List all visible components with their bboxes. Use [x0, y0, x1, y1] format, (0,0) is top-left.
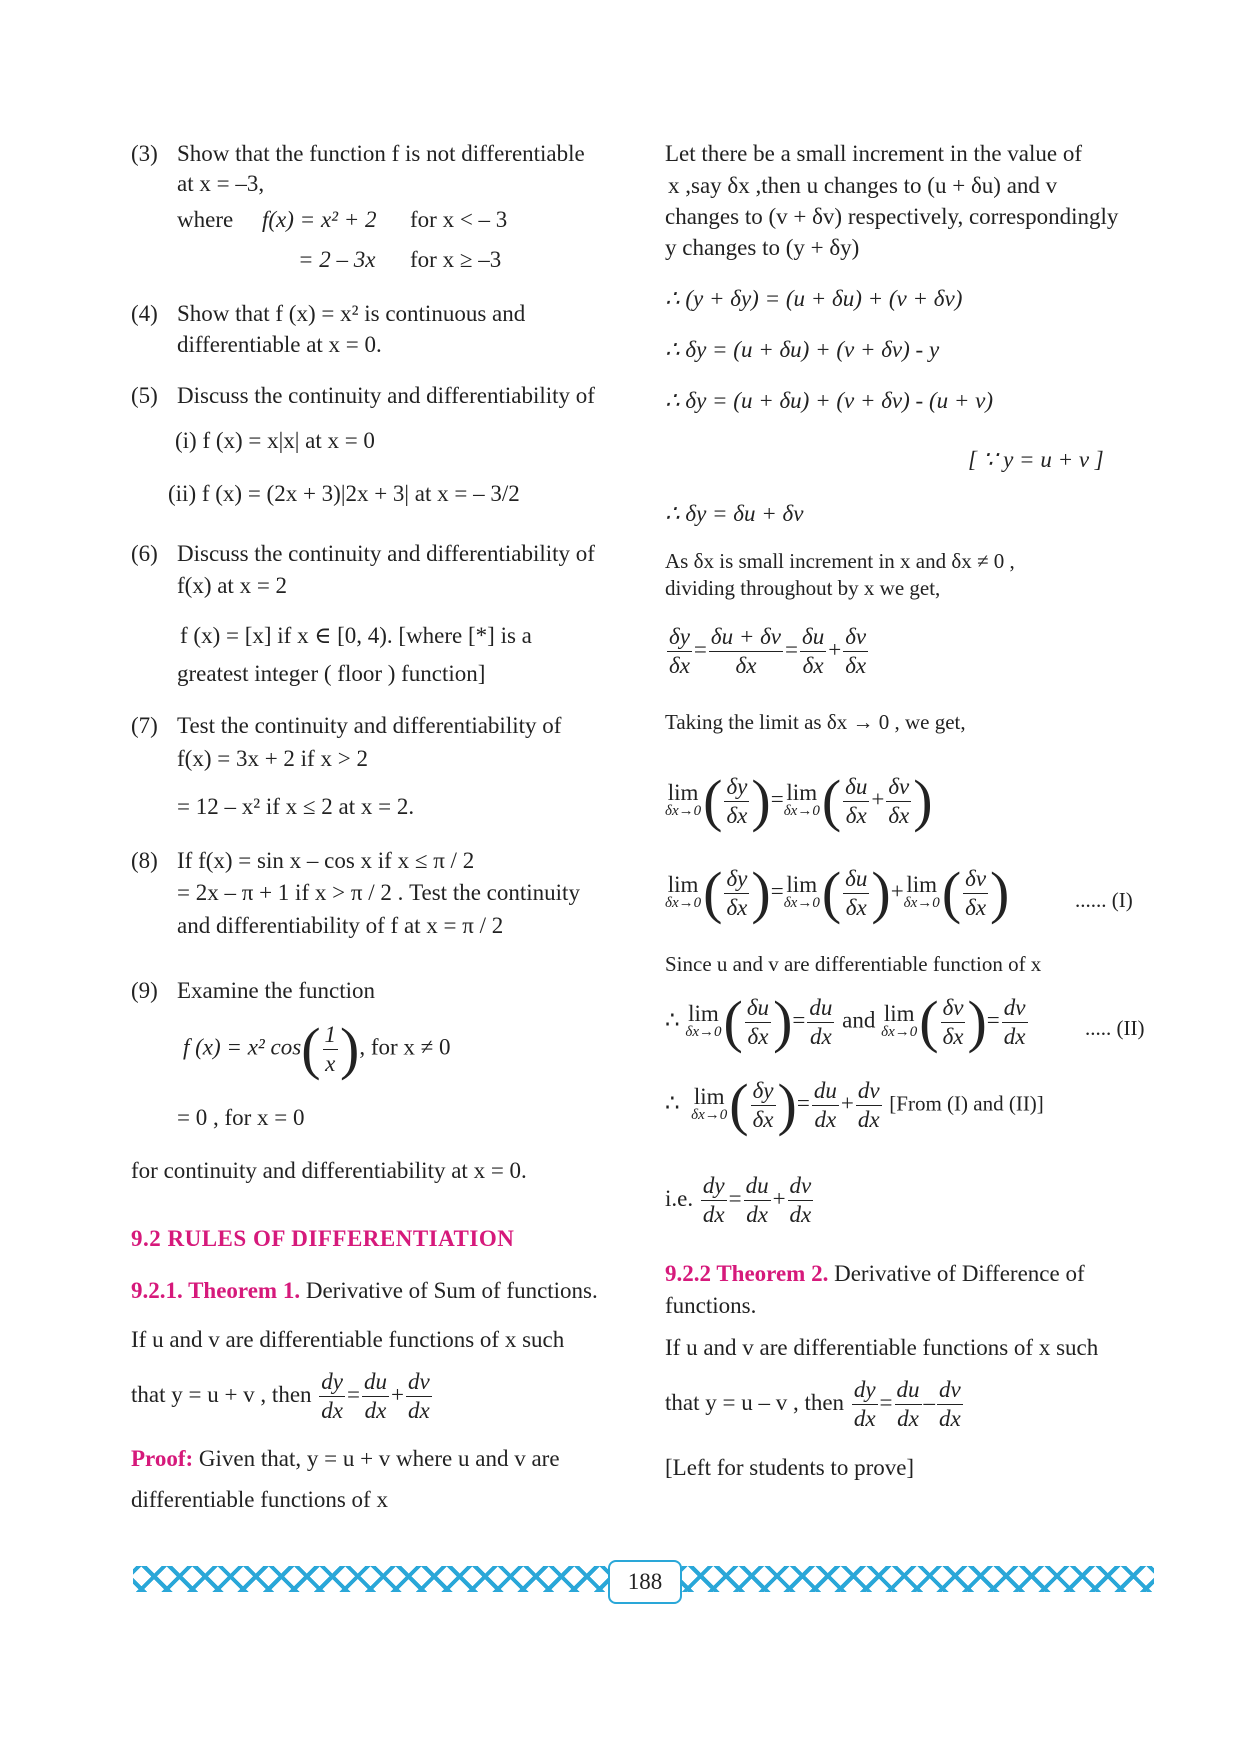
paren-close: ) [990, 860, 1010, 925]
paren-close: ) [871, 860, 891, 925]
proof-line2: differentiable functions of x [131, 1487, 388, 1512]
theorem1-if: If u and v are differentiable functions of x such [131, 1327, 565, 1352]
frac-d: dx [407, 1398, 430, 1423]
frac-d: δx [735, 653, 757, 678]
frac-n: δu [843, 773, 869, 802]
frac-d: δx [965, 894, 987, 920]
frac-n: δv [843, 623, 868, 652]
frac [843, 623, 868, 680]
theorem1-text: Derivative of Sum of functions. [300, 1278, 598, 1303]
eq-tag-1: ...... (I) [1075, 888, 1133, 912]
q7-line2: f(x) = 3x + 2 if x > 2 [177, 746, 368, 771]
frac-n: du [895, 1376, 922, 1405]
lim-text: lim [786, 872, 818, 897]
r-lim-eq2: lim δx→0 ( $\frac{\delta y}{\delta x}$ )= lim δx→0 ( $\frac{\delta u}{\delta x}$ )+ lim δx→0 ( $\frac{\delta v}{\delta x}$ ) [665, 860, 1010, 925]
q8-line3: and differentiability of f at x = π / 2 [177, 913, 504, 938]
q9-line1: Examine the function [177, 978, 375, 1003]
frac-n: du [812, 1077, 839, 1106]
frac [852, 1376, 878, 1433]
paren-close: ) [777, 1072, 797, 1137]
frac-d: δx [726, 802, 748, 828]
lim-text: lim [688, 1001, 719, 1026]
frac [788, 1172, 814, 1229]
q3-line2: at x = –3, [177, 171, 265, 196]
q3-where: where [177, 207, 234, 232]
left-for-students: [Left for students to prove] [665, 1455, 915, 1480]
paren-close: ) [967, 989, 987, 1054]
r-frac-eq: $\frac{\delta y}{\delta x}$ = $\frac{\delta u + \delta v}{\delta x}$ = $\frac{\delta u}{\delta x}$ + $\frac{\delta v}{\delta x}$ [669, 624, 867, 678]
q3-f1: f(x) = x² + 2 [262, 207, 377, 232]
frac-n: dv [406, 1368, 432, 1397]
frac-n: δv [886, 773, 911, 802]
lim [881, 1001, 918, 1040]
q5-number: (5) [131, 383, 158, 408]
paren-close: ) [773, 989, 793, 1054]
paren-open: ( [941, 860, 962, 925]
r-e4: ∴ δy = δu + δv [665, 501, 804, 526]
frac-numerator: 1 [323, 1021, 339, 1050]
frac-n: du [807, 994, 834, 1023]
lim-text: lim [667, 780, 699, 805]
frac [856, 1077, 882, 1134]
frac [745, 994, 771, 1051]
q9-f-lhs: f (x) = x² cos [183, 1034, 302, 1060]
therefore-sym: ∴ [665, 1007, 686, 1033]
proof [131, 1443, 560, 1475]
r-p1: Let there be a small increment in the value of [665, 141, 1083, 166]
frac-d: dx [939, 1406, 961, 1431]
frac-d: dx [897, 1406, 919, 1431]
eq-tag-2: ..... (II) [1085, 1016, 1145, 1040]
lim-text: lim [786, 780, 818, 805]
frac-n: δv [941, 994, 966, 1023]
theorem2-if: If u and v are differentiable functions of x such [665, 1335, 1099, 1360]
q7-line1: Test the continuity and differentiability of [177, 713, 562, 738]
frac-n: dv [937, 1376, 963, 1405]
lim-text: lim [906, 872, 938, 897]
r-e2: ∴ δy = (u + δu) + (v + δv) - y [665, 337, 940, 362]
frac-n: du [362, 1368, 389, 1397]
frac-d: δx [845, 802, 867, 828]
frac [724, 773, 749, 830]
r-p2: x ,say δx ,then u changes to (u + δu) and v [668, 173, 1058, 198]
lim [783, 780, 820, 819]
paren-open: ( [301, 1016, 321, 1081]
frac-denominator: x [325, 1050, 336, 1076]
q4-line1: Show that f (x) = x² is continuous and [177, 301, 526, 326]
frac-n: δy [724, 865, 749, 894]
r-p7: Taking the limit as δx → 0 , we get, [665, 710, 966, 734]
frac [724, 865, 749, 922]
paren-close: ) [751, 860, 771, 925]
lim-sub: δx→0 [685, 1024, 722, 1040]
q9-f-rhs: , for x ≠ 0 [359, 1034, 451, 1060]
r-ie-eq: i.e. $\frac{dy}{dx}$ = $\frac{du}{dx}$ + $\frac{dv}{dx}$ [665, 1173, 812, 1227]
frac-n: δu [800, 623, 826, 652]
r-lim-eq1: lim δx→0 ( $\frac{\delta y}{\delta x}$ )= lim δx→0 ( $\frac{\delta u}{\delta x}$ + $\frac{\delta v}{\delta x}$ ) [665, 768, 933, 833]
q9-formula [183, 1016, 451, 1081]
frac-n: δy [667, 623, 692, 652]
q7-line3: = 12 – x² if x ≤ 2 at x = 2. [177, 794, 415, 819]
lim [903, 872, 940, 911]
q4-line2: differentiable at x = 0. [177, 332, 382, 357]
frac-n: δv [963, 865, 988, 894]
lim-sub: δx→0 [665, 803, 702, 819]
frac-d: dx [857, 1106, 880, 1132]
lim [665, 872, 702, 911]
frac-n: δu [745, 994, 771, 1023]
q6-line1: Discuss the continuity and differentiability of [177, 541, 595, 566]
lim-sub: δx→0 [783, 803, 820, 819]
page-number: 188 [608, 1560, 682, 1604]
frac [843, 865, 869, 922]
frac [751, 1077, 776, 1134]
r-lim-eq4: ∴ lim δx→0 ( $\frac{\delta y}{\delta x}$ )= $\frac{du}{dx}$ + $\frac{dv}{dx}$ [From (I) and (II)] [665, 1072, 1044, 1137]
lim-text: lim [693, 1084, 725, 1109]
frac-d: δx [726, 894, 748, 920]
lim [783, 872, 820, 911]
lim-text: lim [667, 872, 699, 897]
frac-d: dx [702, 1202, 725, 1227]
frac [800, 623, 826, 680]
theorem2 [665, 1258, 1085, 1290]
theorem2-text: Derivative of Difference of [828, 1261, 1085, 1286]
frac [895, 1376, 922, 1433]
frac-d: dx [364, 1398, 387, 1423]
frac-n: δu [843, 865, 869, 894]
footer-border-left [133, 1566, 608, 1592]
frac-n: dv [788, 1172, 814, 1201]
frac-d: δx [942, 1023, 964, 1049]
q3-f2: = 2 – 3x [298, 247, 376, 272]
frac-n: du [744, 1172, 771, 1201]
q8-line2: = 2x – π + 1 if x > π / 2 . Test the continuity [177, 880, 580, 905]
r-p8: Since u and v are differentiable function of x [665, 952, 1042, 976]
proof-label: Proof: [131, 1446, 194, 1471]
that-text: that y = u + v , then [131, 1381, 312, 1407]
lim-sub: δx→0 [783, 895, 820, 911]
frac [1002, 994, 1028, 1051]
that-text: that y = u – v , then [665, 1389, 845, 1415]
r-p6: dividing throughout by x we get, [665, 576, 941, 600]
frac-n: dv [856, 1077, 882, 1106]
frac-d: δx [845, 653, 867, 678]
frac-n: δy [724, 773, 749, 802]
q6-line3: f (x) = [x] if x ∈ [0, 4). [where [*] is a [180, 623, 532, 648]
lim-text: lim [883, 1001, 915, 1026]
ie-text: i.e. [665, 1185, 694, 1211]
frac-d: dx [853, 1406, 876, 1431]
paren-open: ( [723, 989, 743, 1054]
r-lim-eq3: ∴ lim δx→0 ( $\frac{\delta u}{\delta x}$ )= $\frac{du}{dx}$ and lim δx→0 ( $\frac{\delta v}{\delta x}$ )= $\frac{dv}{dx}$ [665, 989, 1026, 1054]
q8-number: (8) [131, 848, 158, 873]
frac [843, 773, 869, 830]
frac [941, 994, 966, 1051]
frac [709, 623, 783, 680]
frac-d: dx [746, 1202, 768, 1227]
frac-d: δx [669, 653, 690, 678]
frac-n: dy [852, 1376, 878, 1405]
lim [665, 780, 702, 819]
frac [667, 623, 692, 680]
q5-i: (i) f (x) = x|x| at x = 0 [175, 428, 375, 453]
frac-dy-dx [319, 1368, 345, 1425]
frac-d: δx [888, 802, 910, 828]
section-heading: 9.2 RULES OF DIFFERENTIATION [131, 1226, 515, 1251]
paren-open: ( [821, 768, 842, 833]
frac [701, 1172, 727, 1229]
q7-number: (7) [131, 713, 158, 738]
frac [963, 865, 988, 922]
lim-sub: δx→0 [691, 1107, 728, 1123]
frac-d: dx [814, 1106, 837, 1132]
proof-text: Given that, y = u + v where u and v are [193, 1446, 560, 1471]
q6-line2: f(x) at x = 2 [177, 573, 288, 598]
therefore-sym: ∴ [665, 1090, 692, 1116]
frac-du-dx [362, 1368, 389, 1425]
frac-n: dv [1002, 994, 1028, 1023]
frac-d: δx [802, 653, 824, 678]
frac-d: dx [789, 1202, 812, 1227]
r-e1: ∴ (y + δy) = (u + δu) + (v + δv) [665, 286, 963, 311]
q9-number: (9) [131, 978, 158, 1003]
frac-n: dy [319, 1368, 345, 1397]
lim-sub: δx→0 [903, 895, 940, 911]
frac-d: dx [810, 1023, 832, 1049]
and-text: and [842, 1007, 876, 1033]
lim [691, 1084, 728, 1123]
theorem1-label: 9.2.1. Theorem 1. [131, 1278, 301, 1303]
frac-d: dx [321, 1398, 343, 1423]
q5-ii: (ii) f (x) = (2x + 3)|2x + 3| at x = – 3/2 [168, 481, 520, 506]
q4-number: (4) [131, 301, 158, 326]
paren-close: ) [751, 768, 771, 833]
q3-line1: Show that the function f is not differentiable [177, 141, 585, 166]
q8-line1: If f(x) = sin x – cos x if x ≤ π / 2 [177, 848, 475, 873]
r-p3: changes to (v + δv) respectively, correspondingly [665, 204, 1119, 229]
frac [812, 1077, 839, 1134]
theorem1 [131, 1275, 598, 1307]
lim-sub: δx→0 [665, 895, 702, 911]
paren-close: ) [340, 1016, 360, 1081]
frac-n: δy [751, 1077, 776, 1106]
q3-number: (3) [131, 141, 158, 166]
theorem2-label: 9.2.2 Theorem 2. [665, 1261, 829, 1286]
footer-border-right [680, 1566, 1154, 1592]
frac-d: dx [1003, 1023, 1026, 1049]
theorem2-formula: that y = u – v , then $\frac{dy}{dx}$ = $\frac{du}{dx}$ – $\frac{dv}{dx}$ [665, 1377, 961, 1431]
from-text: [From (I) and (II)] [889, 1091, 1044, 1116]
frac [937, 1376, 963, 1433]
paren-open: ( [703, 768, 723, 833]
q9-line3: = 0 , for x = 0 [177, 1105, 305, 1130]
paren-close: ) [913, 768, 933, 833]
theorem1-formula: that y = u + v , then $\frac{dy}{dx}$ = $\frac{du}{dx}$ + $\frac{dv}{dx}$ [131, 1369, 430, 1423]
q9-line4: for continuity and differentiability at x = 0. [131, 1158, 527, 1183]
paren-open: ( [703, 860, 723, 925]
frac-n: δu + δv [709, 623, 783, 652]
q5-line1: Discuss the continuity and differentiability of [177, 383, 595, 408]
frac [744, 1172, 771, 1229]
r-p5: As δx is small increment in x and δx ≠ 0 , [665, 549, 1015, 573]
q6-number: (6) [131, 541, 158, 566]
frac-d: δx [747, 1023, 769, 1049]
q3-c2: for x ≥ –3 [410, 247, 502, 272]
frac [807, 994, 834, 1051]
frac-d: δx [752, 1106, 774, 1132]
lim [685, 1001, 722, 1040]
r-p4: y changes to (y + δy) [665, 235, 860, 260]
q6-line4: greatest integer ( floor ) function] [177, 661, 486, 686]
frac-d: δx [845, 894, 867, 920]
theorem2-line2: functions. [665, 1293, 757, 1318]
frac-n: dy [701, 1172, 727, 1201]
frac-dv-dx [406, 1368, 432, 1425]
frac [886, 773, 911, 830]
r-e3: ∴ δy = (u + δu) + (v + δv) - (u + v) [665, 388, 994, 413]
lim-sub: δx→0 [881, 1024, 918, 1040]
q3-c1: for x < – 3 [410, 207, 508, 232]
paren-open: ( [729, 1072, 749, 1137]
q9-fraction [323, 1021, 339, 1078]
paren-open: ( [821, 860, 842, 925]
paren-open: ( [919, 989, 939, 1054]
r-e3b: [ ∵ y = u + v ] [968, 447, 1104, 472]
